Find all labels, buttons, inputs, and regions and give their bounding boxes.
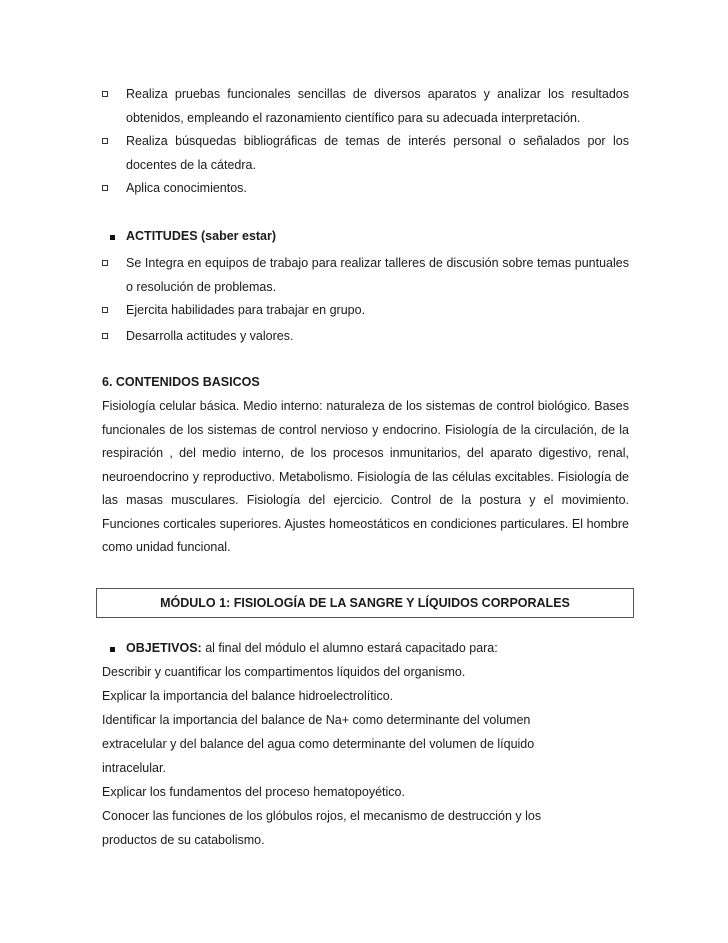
square-bullet-icon (110, 235, 115, 240)
procedure-item: Realiza búsquedas bibliográficas de temas de interés personal o señalados por los docentes de la cátedra. (126, 134, 629, 172)
actitud-item: Se Integra en equipos de trabajo para realizar talleres de discusión sobre temas puntuales o resolución de problemas. (126, 256, 629, 294)
bullet-box-icon (102, 138, 108, 144)
bullet-box-icon (102, 333, 108, 339)
contenidos-body: Fisiología celular básica. Medio interno: naturaleza de los sistemas de control biológico. Bases funcionales de los sistemas de control nervioso y endocrino. Fisiología de la circulación, de la respiración , del medio interno, de los procesos inmunitarios, del aparato digestivo, renal, neuroendocrino y reproductivo. Metabolismo. Fisiología de las células excitables. Fisiología de las masas musculares. Fisiología del ejercicio. Control de la postura y el movimiento. Funciones corticales superiores. Ajustes homeostáticos en condiciones particulares. El hombre como unidad funcional. (102, 399, 629, 554)
square-bullet-icon (110, 647, 115, 652)
procedure-item: Aplica conocimientos. (126, 181, 247, 195)
procedure-item: Realiza pruebas funcionales sencillas de diversos aparatos y analizar los resultados obtenidos, empleando el razonamiento científico para su adecuada interpretación. (126, 87, 629, 125)
objective-line: Conocer las funciones de los glóbulos rojos, el mecanismo de destrucción y los (102, 809, 542, 823)
bullet-box-icon (102, 307, 108, 313)
bullet-box-icon (102, 91, 108, 97)
section-heading: 6. CONTENIDOS BASICOS (102, 375, 260, 389)
actitud-item: Desarrolla actitudes y valores. (126, 329, 294, 343)
objective-line: extracelular y del balance del agua como determinante del volumen de líquido (102, 737, 535, 751)
objetivos-line (126, 637, 629, 661)
objective-line: Describir y cuantificar los compartimentos líquidos del organismo. (102, 665, 466, 679)
objective-line: Explicar los fundamentos del proceso hematopoyético. (102, 785, 405, 799)
module-title: MÓDULO 1: FISIOLOGÍA DE LA SANGRE Y LÍQUIDOS CORPORALES (160, 596, 570, 610)
bullet-box-icon (102, 185, 108, 191)
actitud-item: Ejercita habilidades para trabajar en grupo. (126, 303, 366, 317)
module-title-box (96, 588, 634, 618)
objective-line: Explicar la importancia del balance hidroelectrolítico. (102, 689, 394, 703)
objetivos-label: OBJETIVOS: (126, 641, 202, 655)
actitudes-heading: ACTITUDES (saber estar) (126, 229, 277, 243)
objective-line: productos de su catabolismo. (102, 833, 265, 847)
objective-line: Identificar la importancia del balance de Na+ como determinante del volumen (102, 713, 531, 727)
bullet-box-icon (102, 260, 108, 266)
objective-line: intracelular. (102, 761, 166, 775)
objetivos-intro: al final del módulo el alumno estará capacitado para: (201, 641, 498, 655)
